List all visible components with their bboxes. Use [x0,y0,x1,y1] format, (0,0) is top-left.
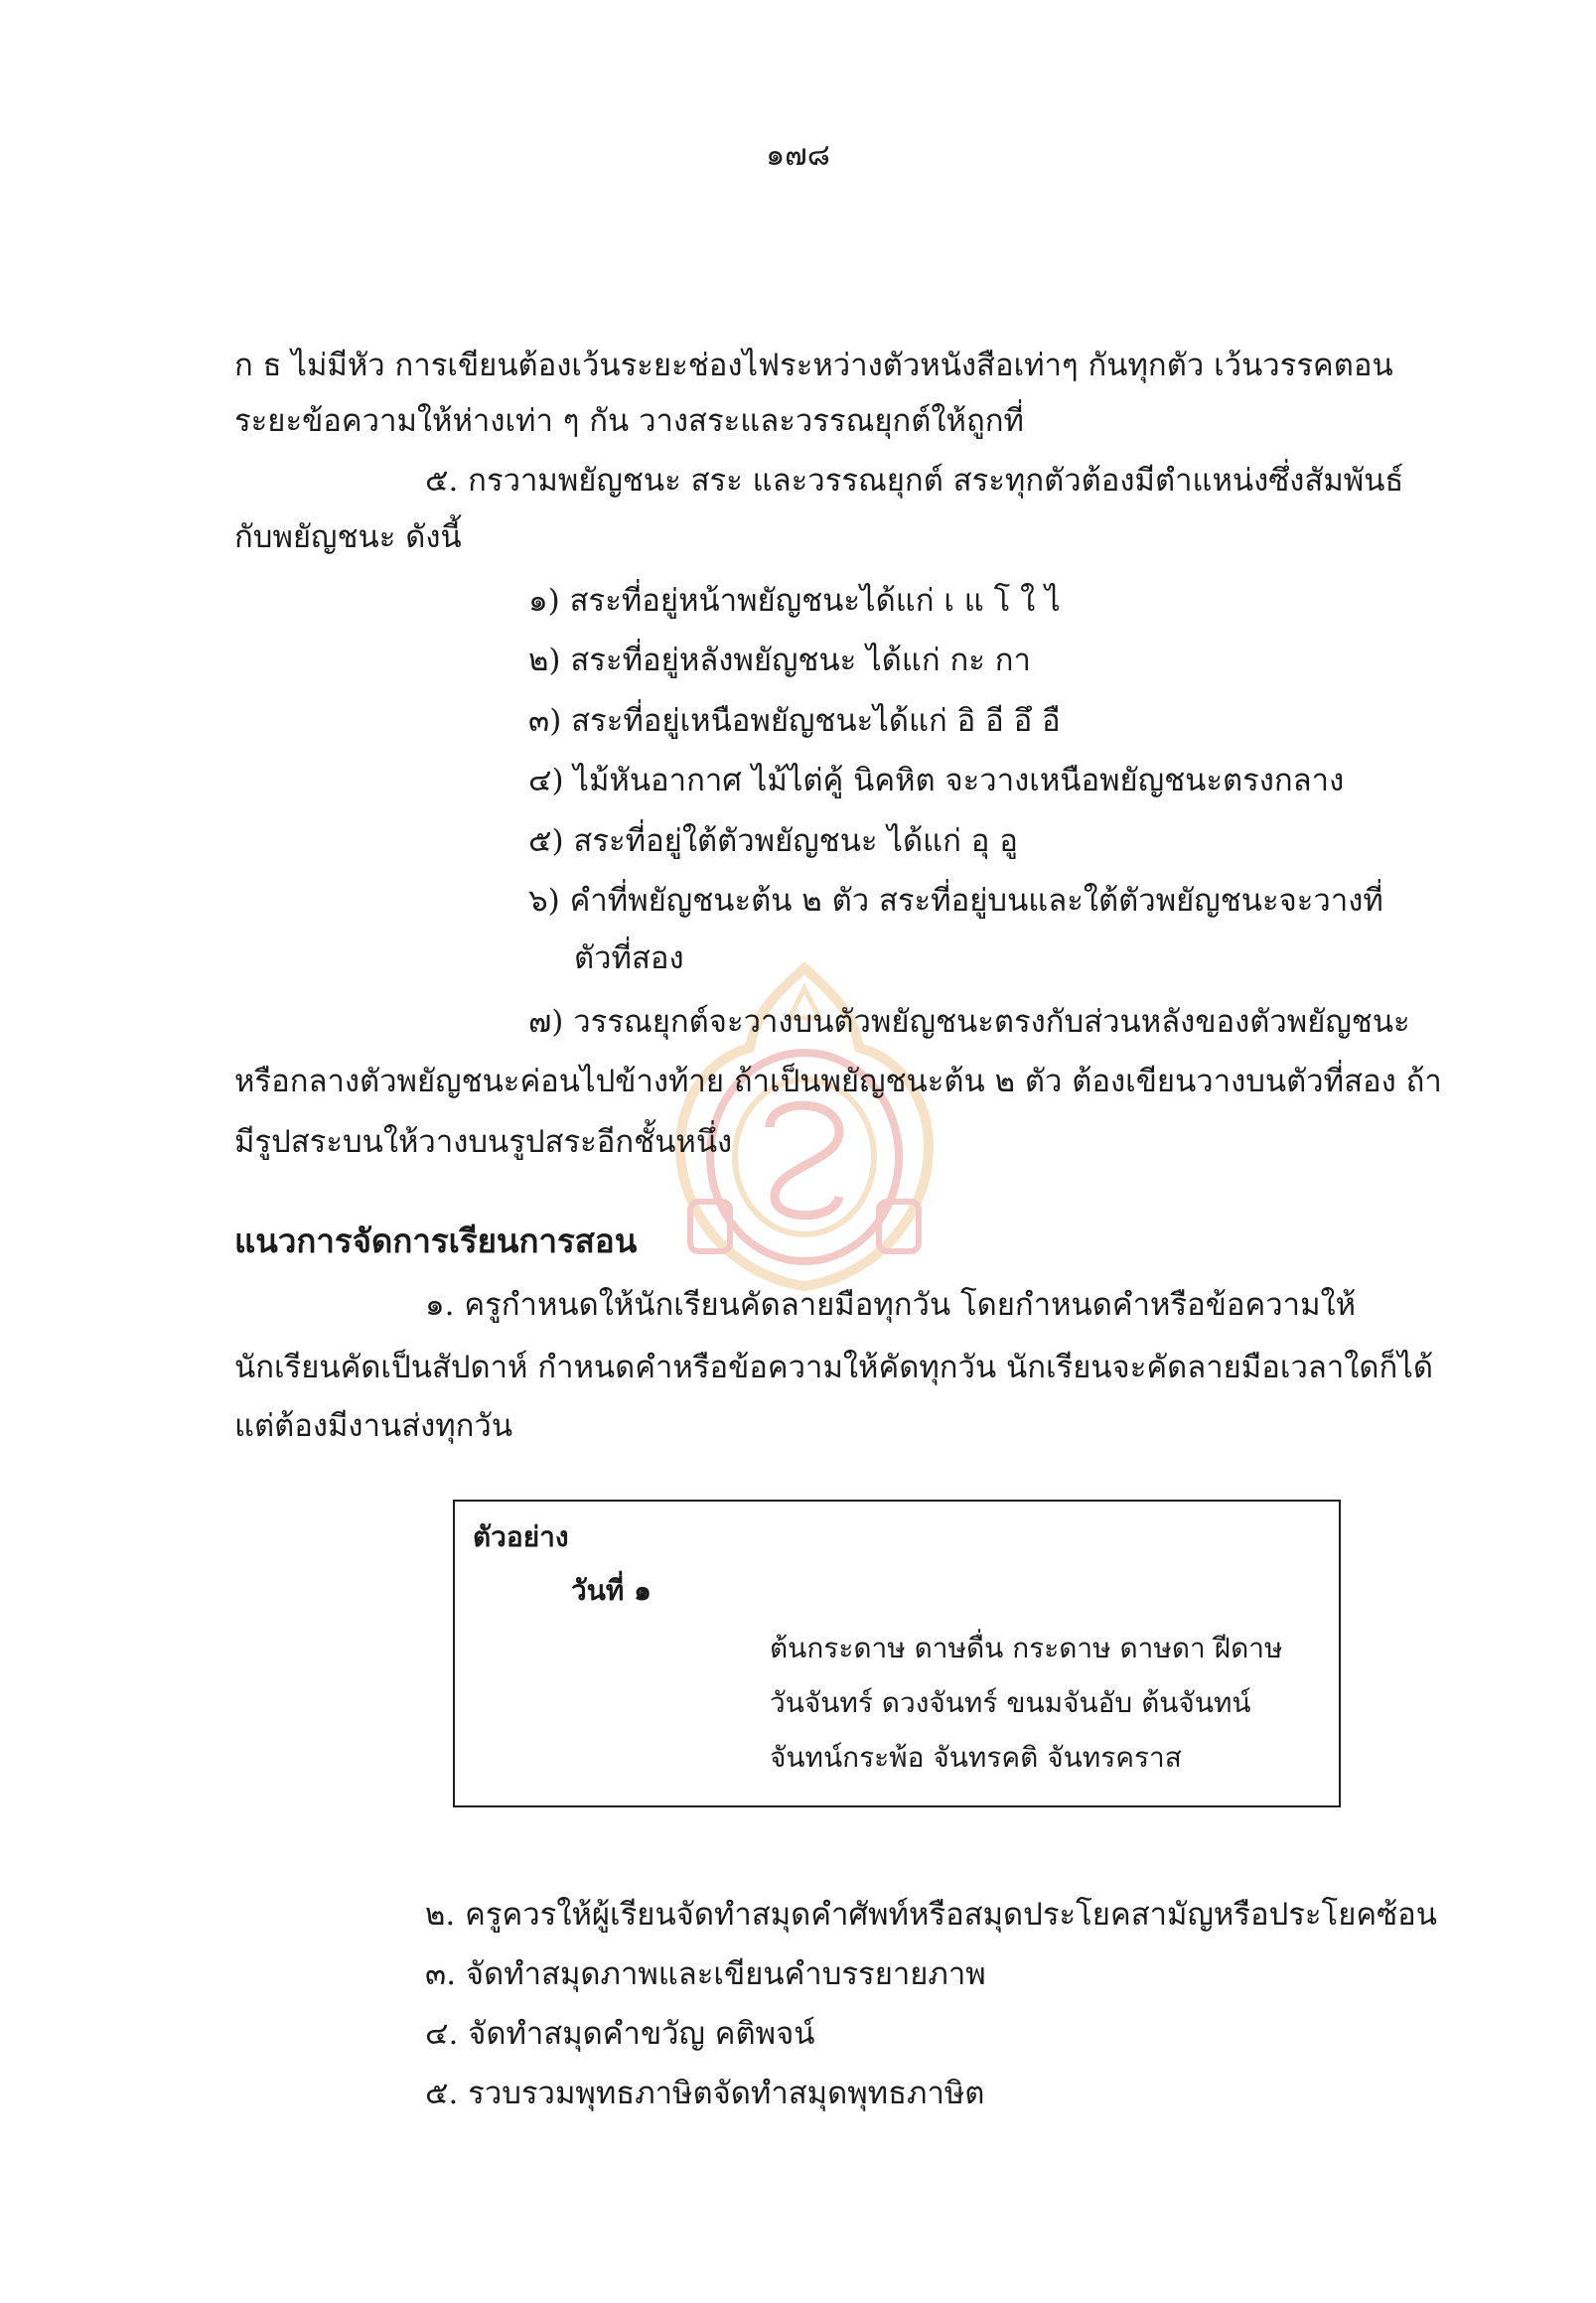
teaching-item-2: ๒. ครูควรให้ผู้เรียนจัดทำสมุดคำศัพท์หรือสมุดประโยคสามัญหรือประโยคซ้อน [425,1897,1437,1933]
page-number: ๑๗๘ [766,138,830,173]
teaching1-line-2: นักเรียนคัดเป็นสัปดาห์ กำหนดคำหรือข้อความให้คัดทุกวัน นักเรียนจะคัดลายมือเวลาใดก็ได้ [234,1350,1434,1385]
example-words-3: จันทน์กระพ้อ จันทรคติ จันทรคราส [770,1741,1182,1774]
example-label: ตัวอย่าง [473,1520,569,1553]
intro-line-2: ระยะข้อความให้ห่างเท่า ๆ กัน วางสระและวรรณยุกต์ให้ถูกที่ [234,403,1024,439]
vowel-rule-4: ๔) ไม้หันอากาศ ไม้ไต่คู้ นิคหิต จะวางเหนือพยัญชนะตรงกลาง [528,763,1345,798]
rule7-line-1: ๗) วรรณยุกต์จะวางบนตัวพยัญชนะตรงกับส่วนหลังของตัวพยัญชนะ [528,1004,1410,1040]
item5-line-1: ๕. กรวามพยัญชนะ สระ และวรรณยุกต์ สระทุกตัวต้องมีตำแหน่งซึ่งสัมพันธ์ [425,463,1404,499]
vowel-rule-1: ๑) สระที่อยู่หน้าพยัญชนะได้แก่ เ แ โ ใ ไ [528,583,1061,619]
example-day: วันที่ ๑ [571,1574,652,1607]
rule7-line-3: มีรูปสระบนให้วางบนรูปสระอีกชั้นหนึ่ง [234,1124,733,1160]
vowel-rule-6: ๖) คำที่พยัญชนะต้น ๒ ตัว สระที่อยู่บนและใต้ตัวพยัญชนะจะวางที่ [528,883,1383,919]
example-words-2: วันจันทร์ ดวงจันทร์ ขนมจันอับ ต้นจันทน์ [770,1686,1251,1719]
teaching1-line-1: ๑. ครูกำหนดให้นักเรียนคัดลายมือทุกวัน โดยกำหนดคำหรือข้อความให้ [425,1287,1357,1323]
intro-line-1: ก ธ ไม่มีหัว การเขียนต้องเว้นระยะช่องไฟระหว่างตัวหนังสือเท่าๆ กันทุกตัว เว้นวรรคตอน [234,348,1393,383]
teaching-item-4: ๔. จัดทำสมุดคำขวัญ คติพจน์ [425,2016,815,2052]
vowel-rule-2: ๒) สระที่อยู่หลังพยัญชนะ ได้แก่ กะ กา [528,643,1031,678]
rule7-line-2: หรือกลางตัวพยัญชนะค่อนไปข้างท้าย ถ้าเป็นพยัญชนะต้น ๒ ตัว ต้องเขียนวางบนตัวที่สอง ถ้า [234,1064,1442,1099]
example-words-1: ต้นกระดาษ ดาษดื่น กระดาษ ดาษดา ฝีดาษ [770,1632,1283,1664]
vowel-rule-6-cont: ตัวที่สอง [574,940,684,976]
item5-line-2: กับพยัญชนะ ดังนี้ [234,519,462,555]
teaching-item-5: ๕. รวบรวมพุทธภาษิตจัดทำสมุดพุทธภาษิต [425,2076,985,2111]
vowel-rule-5: ๕) สระที่อยู่ใต้ตัวพยัญชนะ ได้แก่ อุ อู [528,823,1018,859]
teaching-item-3: ๓. จัดทำสมุดภาพและเขียนคำบรรยายภาพ [425,1956,986,1992]
section-heading: แนวการจัดการเรียนการสอน [234,1222,638,1260]
teaching1-line-3: แต่ต้องมีงานส่งทุกวัน [234,1408,513,1444]
vowel-rule-3: ๓) สระที่อยู่เหนือพยัญชนะได้แก่ อิ อี อึ อื [528,703,1061,739]
